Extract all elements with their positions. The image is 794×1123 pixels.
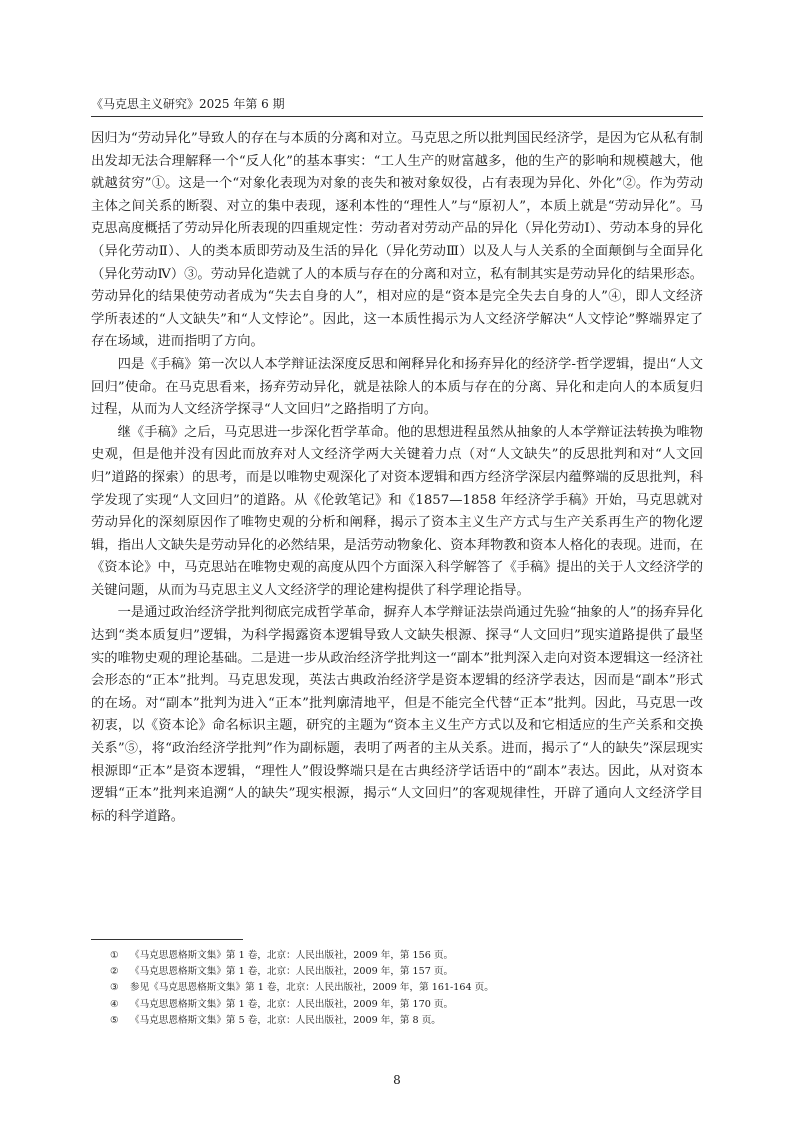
header-rule xyxy=(91,116,703,117)
footnote-text: 参见《马克思恩格斯文集》第 1 卷，北京：人民出版社，2009 年，第 161-164 页。 xyxy=(130,982,494,994)
footnote-3 xyxy=(110,980,690,996)
footnote-mark: ③ xyxy=(110,982,119,994)
page-number: 8 xyxy=(393,1073,401,1087)
footnotes xyxy=(110,948,690,1029)
paragraph-1: 因归为“劳动异化”导致人的存在与本质的分离和对立。马克思之所以批判国民经济学，是因为它从私有制出发却无法合理解释一个“反人化”的基本事实：“工人生产的财富越多，他的生产的影响和规模越大，他就越贫穷”①。这是一个“对象化表现为对象的丧失和被对象奴役，占有表现为异化、外化”②。作为劳动主体之间关系的断裂、对立的集中表现，逐利本性的“理性人”与“原初人”，本质上就是“劳动异化”。马克思高度概括了劳动异化所表现的四重规定性：劳动者对劳动产品的异化（异化劳动Ⅰ）、劳动本身的异化（异化劳动Ⅱ）、人的类本质即劳动及生活的异化（异化劳动Ⅲ）以及人与人关系的全面颠倒与全面异化（异化劳动Ⅳ）③。劳动异化造就了人的本质与存在的分离和对立，私有制其实是劳动异化的结果形态。劳动异化的结果使劳动者成为“失去自身的人”，相对应的是“资本是完全失去自身的人”④，即人文经济学所表述的“人文缺失”和“人文悖论”。因此，这一本质性揭示为人文经济学解决“人文悖论”弊端界定了存在场域，进而指明了方向。 xyxy=(91,131,703,350)
body-text xyxy=(91,128,703,828)
paragraph-3: 继《手稿》之后，马克思进一步深化哲学革命。他的思想进程虽然从抽象的人本学辩证法转换为唯物史观，但是他并没有因此而放弃对人文经济学两大关键着力点（对“人文缺失”的反思批判和对“人文回归”道路的探索）的思考，而是以唯物史观深化了对资本逻辑和西方经济学深层内蕴弊端的反思批判，科学发现了实现“人文回归”的道路。从《伦敦笔记》和《1857—1858 年经济学手稿》开始，马克思就对劳动异化的深刻原因作了唯物史观的分析和阐释，揭示了资本主义生产方式与生产关系再生产的物化逻辑，指出人文缺失是劳动异化的必然结果，是活劳动物象化、资本拜物教和资本人格化的表现。进而，在《资本论》中，马克思站在唯物史观的高度从四个方面深入科学解答了《手稿》提出的关于人文经济学的关键问题，从而为马克思主义人文经济学的理论建构提供了科学理论指导。 xyxy=(91,424,703,598)
footnote-text: 《马克思恩格斯文集》第 1 卷，北京：人民出版社，2009 年，第 157 页。 xyxy=(130,966,454,978)
footnote-text: 《马克思恩格斯文集》第 1 卷，北京：人民出版社，2009 年，第 156 页。 xyxy=(130,950,454,961)
footnote-mark: ② xyxy=(110,966,119,978)
footnote-rule xyxy=(91,939,243,940)
footnote-4 xyxy=(110,997,690,1013)
footnote-mark: ⑤ xyxy=(110,1014,119,1026)
footnote-mark: ① xyxy=(110,950,119,961)
footnote-5 xyxy=(110,1013,690,1029)
footnote-text: 《马克思恩格斯文集》第 5 卷，北京：人民出版社，2009 年，第 8 页。 xyxy=(130,1014,441,1026)
footnote-text: 《马克思恩格斯文集》第 1 卷，北京：人民出版社，2009 年，第 170 页。 xyxy=(130,998,454,1010)
running-header: 《马克思主义研究》2025 年第 6 期 xyxy=(91,97,285,111)
paragraph-2: 四是《手稿》第一次以人本学辩证法深度反思和阐释异化和扬弃异化的经济学-哲学逻辑，提出“人文回归”使命。在马克思看来，扬弃劳动异化，就是祛除人的本质与存在的分离、异化和走向人的本质复归过程，从而为人文经济学探寻“人文回归”之路指明了方向。 xyxy=(91,356,703,418)
footnote-2 xyxy=(110,964,690,980)
footnote-1 xyxy=(110,948,690,964)
footnote-mark: ④ xyxy=(110,998,119,1010)
paragraph-4: 一是通过政治经济学批判彻底完成哲学革命，摒弃人本学辩证法崇尚通过先验“抽象的人”的扬弃异化达到“类本质复归”逻辑，为科学揭露资本逻辑导致人文缺失根源、探寻“人文回归”现实道路提供了最坚实的唯物史观的理论基础。二是进一步从政治经济学批判这一“副本”批判深入走向对资本逻辑这一经济社会形态的“正本”批判。马克思发现，英法古典政治经济学是资本逻辑的经济学表达，因而是“副本”形式的在场。对“副本”批判为进入“正本”批判廓清地平，但是不能完全代替“正本”批判。因此，马克思一改初衷，以《资本论》命名标识主题，研究的主题为“资本主义生产方式以及和它相适应的生产关系和交换关系”⑤，将“政治经济学批判”作为副标题，表明了两者的主从关系。进而，揭示了“人的缺失”深层现实根源即“正本”是资本逻辑，“理性人”假设弊端只是在古典经济学话语中的“副本”表达。因此，从对资本逻辑“正本”批判来追溯“人的缺失”现实根源，揭示“人文回归”的客观规律性，开辟了通向人文经济学目标的科学道路。 xyxy=(91,605,703,824)
